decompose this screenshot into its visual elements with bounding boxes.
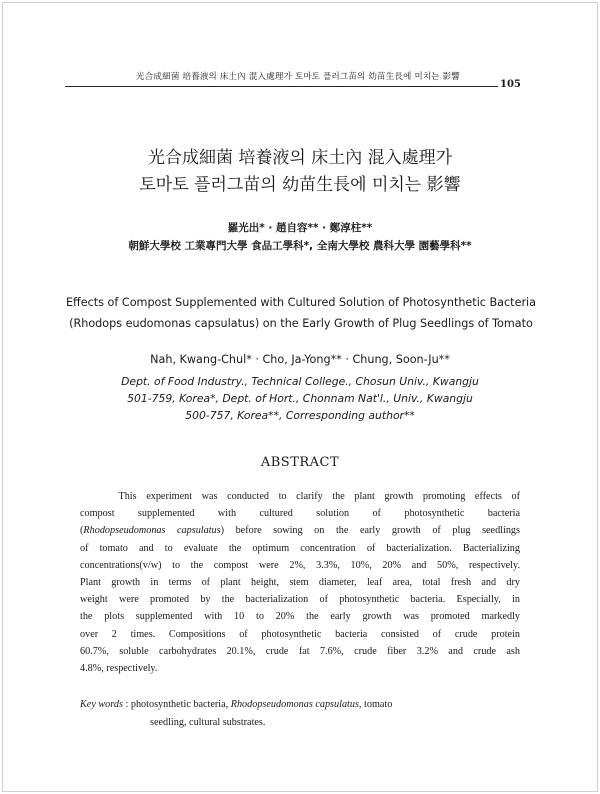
affiliation-line-2: 501-759, Korea*, Dept. of Hort., Chonnam Nat'l., Univ., Kwangju xyxy=(127,392,473,405)
korean-affiliation: 朝鮮大學校 工業專門大學 食品工學科*, 全南大學校 農科大學 園藝學科** xyxy=(128,240,472,252)
abstract-line: concentrations(v/w) to the compost were 2%, 3.3%, 10%, 20% and 50%, respectively. xyxy=(80,559,520,571)
korean-title-line-2: 토마토 플러그苗의 幼苗生長에 미치는 影響 xyxy=(139,175,461,195)
abstract-text: This experiment was conducted to clarify the plant growth promoting effects of xyxy=(118,491,520,502)
abstract-line: compost supplemented with cultured solution of photosynthetic bacteria xyxy=(80,508,520,520)
keyword-text: photosynthetic bacteria, xyxy=(130,699,231,710)
korean-title xyxy=(60,145,540,199)
keywords-label: Key words xyxy=(80,699,123,710)
abstract-line xyxy=(80,488,520,505)
keywords-block xyxy=(80,696,520,732)
korean-title-line-1: 光合成細菌 培養液의 床土內 混入處理가 xyxy=(147,148,453,168)
abstract-line: Plant growth in terms of plant height, stem diameter, leaf area, total fresh and dry xyxy=(80,577,520,589)
species-name: Rhodopseudomonas capsulatus xyxy=(83,525,221,537)
affiliation-line-3: 500-757, Korea**, Corresponding author** xyxy=(185,409,415,422)
abstract-line: (Rhodopseudomonas capsulatus) before sowing on the early growth of plug seedlings xyxy=(80,525,520,537)
english-title xyxy=(56,292,546,334)
abstract-body xyxy=(80,488,520,677)
english-title-line-1: Effects of Compost Supplemented with Cultured Solution of Photosynthetic Bacteria xyxy=(65,296,537,309)
abstract-line: over 2 times. Compositions of photosynthetic bacteria consisted of crude protein xyxy=(80,628,520,640)
abstract-line: weight were promoted by the bacterialization of photosynthetic bacteria. Especially, in xyxy=(80,594,520,606)
korean-author-names: 羅光出* · 趙自容** · 鄭淳柱** xyxy=(227,222,373,234)
header-rule xyxy=(65,86,498,87)
abstract-line: of tomato and to evaluate the optimum concentration of bacterialization. Bacterializing xyxy=(80,542,520,554)
abstract-heading: ABSTRACT xyxy=(260,455,340,470)
abstract-line: 60.7%, soluble carbohydrates 20.1%, crude fat 7.6%, crude fiber 3.2% and crude ash xyxy=(80,645,520,657)
affiliation-line-1: Dept. of Food Industry., Technical College., Chosun Univ., Kwangju xyxy=(121,375,479,388)
english-affiliation xyxy=(60,373,540,424)
keyword-species: Rhodopseudomonas capsulatus, xyxy=(230,699,362,710)
keywords-line-1 xyxy=(80,696,520,714)
page-number: 105 xyxy=(500,79,521,90)
abstract-line: the plots supplemented with 10 to 20% the early growth was promoted markedly xyxy=(80,611,520,623)
running-head: 光合成細菌 培養液의 床土內 混入處理가 토마토 플러그苗의 幼苗生長에 미치는 影響 xyxy=(136,72,460,82)
keywords-line-2: seedling, cultural substrates. xyxy=(150,717,266,728)
keyword-text: tomato xyxy=(361,699,393,710)
abstract-text: ) before sowing on the early growth of plug seedlings xyxy=(220,525,520,537)
keywords-separator: : xyxy=(122,699,131,710)
english-authors: Nah, Kwang-Chul* · Cho, Ja-Yong** · Chung, Soon-Ju** xyxy=(150,353,450,366)
korean-authors-block xyxy=(60,219,540,255)
english-title-line-2: (Rhodops eudomonas capsulatus) on the Early Growth of Plug Seedlings of Tomato xyxy=(69,317,533,330)
abstract-line: 4.8%, respectively. xyxy=(80,663,158,675)
